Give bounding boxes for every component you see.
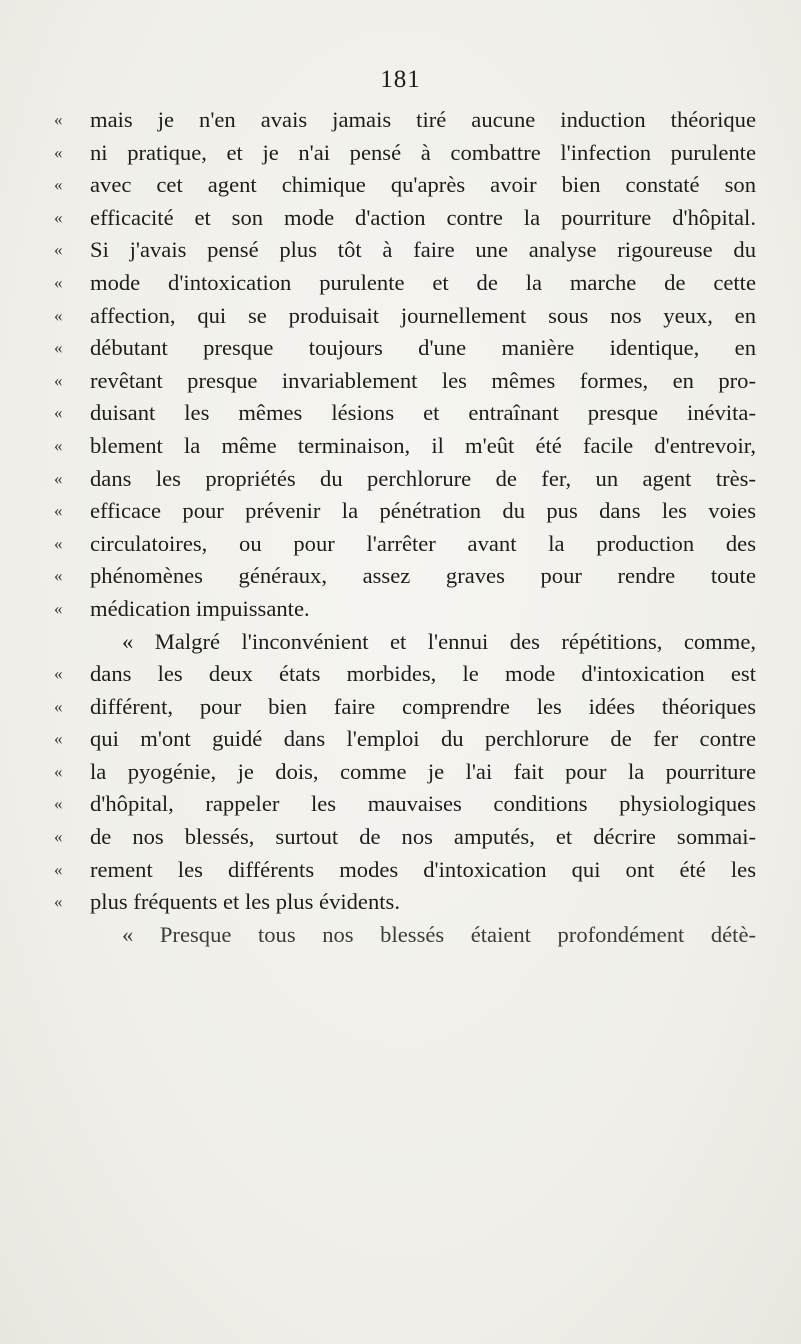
quote-mark: « [54,859,63,879]
quote-mark: « [54,892,63,912]
quote-mark: « [54,827,63,847]
line-text: différent, pour bien faire comprendre les idées théoriques [90,693,756,719]
line-text: « Malgré l'inconvénient et l'ennui des répétitions, comme, [122,628,756,654]
quote-mark: « [54,468,63,488]
quote-mark: « [54,142,63,162]
line-text: rement les différents modes d'intoxication qui ont été les [90,856,756,882]
quote-mark: « [54,435,63,455]
quote-mark: « [54,370,63,390]
line-text: affection, qui se produisait journellement sous nos yeux, en [90,302,756,328]
quote-mark: « [54,794,63,814]
quote-mark: « [54,696,63,716]
line-text: « Presque tous nos blessés étaient profondément détè- [122,921,756,947]
line-text: dans les deux états morbides, le mode d'intoxication est [90,661,756,687]
line-text: revêtant presque invariablement les mêmes formes, en pro- [90,367,756,393]
line-text: phénomènes généraux, assez graves pour rendre toute [90,563,756,589]
text-line [54,495,756,528]
text-line [54,756,756,789]
page-number: 181 [380,66,421,93]
line-text: mais je n'en avais jamais tiré aucune induction théorique [90,107,756,132]
body-text [54,104,756,951]
text-line [54,397,756,430]
quote-mark: « [54,338,63,358]
text-line [54,137,756,170]
line-text: dans les propriétés du perchlorure de fer, un agent très- [90,465,756,491]
line-text: duisant les mêmes lésions et entraînant presque inévita- [90,400,756,426]
quote-mark: « [54,533,63,553]
text-line [54,104,756,137]
quote-mark: « [54,110,63,129]
quote-mark: « [54,761,63,781]
quote-mark: « [54,501,63,521]
line-text: efficacité et son mode d'action contre la pourriture d'hôpital. [90,204,756,230]
line-text: de nos blessés, surtout de nos amputés, et décrire sommai- [90,824,756,850]
text-line [54,788,756,821]
text-line [54,593,714,626]
line-text: efficace pour prévenir la pénétration du pus dans les voies [90,498,756,524]
line-text: qui m'ont guidé dans l'emploi du perchlorure de fer contre [90,726,756,752]
line-text: circulatoires, ou pour l'arrêter avant la production des [90,530,756,556]
quote-mark: « [54,305,63,325]
text-line [54,365,756,398]
line-text: débutant presque toujours d'une manière identique, en [90,335,756,361]
text-line [54,886,714,919]
text-line [54,332,756,365]
line-text: mode d'intoxication purulente et de la marche de cette [90,269,756,295]
text-line [54,626,756,659]
text-line [54,560,756,593]
text-line [54,528,756,561]
text-line [54,202,756,235]
quote-mark: « [54,240,63,260]
text-line [54,267,756,300]
quote-mark: « [54,272,63,292]
line-text: plus fréquents et les plus évidents. [90,889,400,915]
text-line [54,821,756,854]
text-line [54,723,756,756]
line-text: médication impuissante. [90,595,310,621]
text-line [54,691,756,724]
line-text: blement la même terminaison, il m'eût été facile d'entrevoir, [90,432,756,458]
quote-mark: « [54,207,63,227]
text-line [54,854,756,887]
text-line [54,169,756,202]
line-text: la pyogénie, je dois, comme je l'ai fait pour la pourriture [90,758,756,784]
text-line [54,658,756,691]
line-text: d'hôpital, rappeler les mauvaises conditions physiologiques [90,791,756,817]
text-line [54,919,756,952]
quote-mark: « [54,598,63,618]
line-text: avec cet agent chimique qu'après avoir bien constaté son [90,172,756,198]
quote-mark: « [54,175,63,195]
quote-mark: « [54,566,63,586]
line-text: ni pratique, et je n'ai pensé à combattre l'infection purulente [90,139,756,165]
text-line [54,234,756,267]
line-text: Si j'avais pensé plus tôt à faire une analyse rigoureuse du [90,237,756,263]
quote-mark: « [54,729,63,749]
text-line [54,463,756,496]
text-line [54,430,756,463]
quote-mark: « [54,403,63,423]
text-line [54,300,756,333]
quote-mark: « [54,664,63,684]
